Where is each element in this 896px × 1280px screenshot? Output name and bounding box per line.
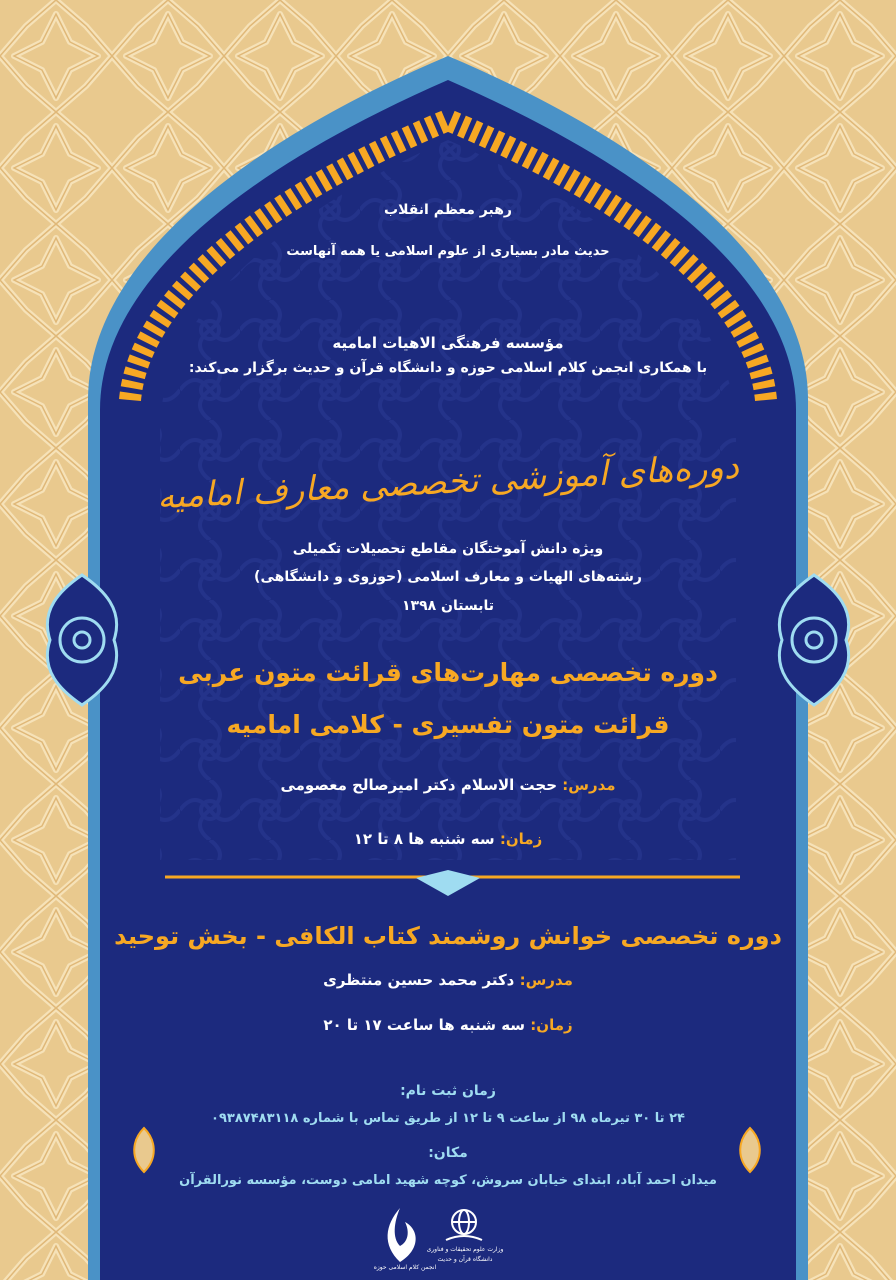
course2-time-value: سه شنبه ها ساعت ۱۷ تا ۲۰ (323, 1016, 526, 1034)
right-logo-caption-line1: وزارت علوم تحقیقات و فناوری (426, 1246, 504, 1253)
main-title: دوره‌های آموزشی تخصصی معارف امامیه (156, 446, 740, 518)
course2-time (0, 1016, 896, 1034)
registration-details: ۲۴ تا ۳۰ تیرماه ۹۸ از ساعت ۹ تا ۱۲ از طریق تماس با شماره ۰۹۳۸۷۴۸۳۱۱۸ (211, 1111, 685, 1126)
course2-teacher-label: مدرس: (519, 971, 573, 989)
course2-teacher-name: دکتر محمد حسین منتظری (323, 971, 515, 989)
course1-time-label: زمان: (499, 830, 543, 848)
course1-time-value: سه شنبه ها ۸ تا ۱۲ (353, 830, 495, 848)
quote-text: حدیث مادر بسیاری از علوم اسلامی یا همه آنهاست (286, 244, 610, 259)
course1-teacher (0, 776, 896, 794)
course1-teacher-name: حجت الاسلام دکتر امیرصالح معصومی (280, 776, 558, 794)
course2-time-label: زمان: (530, 1016, 573, 1034)
institute-name: مؤسسه فرهنگی الاهیات امامیه (332, 334, 564, 352)
location-heading: مکان: (428, 1145, 468, 1161)
location-address: میدان احمد آباد، ابتدای خیابان سروش، کوچه شهید امامی دوست، مؤسسه نورالقرآن (179, 1173, 717, 1188)
audience-season: تابستان ۱۳۹۸ (402, 598, 494, 614)
audience-line-1: ویژه دانش آموختگان مقاطع تحصیلات تکمیلی (292, 541, 604, 557)
cooperation-line: با همکاری انجمن کلام اسلامی حوزه و دانشگاه قرآن و حدیث برگزار می‌کند: (188, 360, 708, 376)
course2-teacher (0, 971, 896, 989)
quote-attribution: رهبر معظم انقلاب (384, 202, 512, 218)
audience-line-2: رشته‌های الهیات و معارف اسلامی (حوزوی و دانشگاهی) (254, 569, 642, 585)
course1-teacher-label: مدرس: (562, 776, 616, 794)
course1-title-line1: دوره تخصصی مهارت‌های قرائت متون عربی (178, 658, 718, 687)
course1-title-line2: قرائت متون تفسیری - کلامی امامیه (226, 710, 670, 739)
course1-time (0, 830, 896, 848)
registration-heading: زمان ثبت نام: (400, 1083, 496, 1099)
course2-title: دوره تخصصی خوانش روشمند کتاب الکافی - بخش توحید (114, 922, 782, 950)
right-logo-caption-line2: دانشگاه قرآن و حدیث (437, 1256, 493, 1263)
left-logo-caption: انجمن کلام اسلامی حوزه (373, 1264, 437, 1271)
